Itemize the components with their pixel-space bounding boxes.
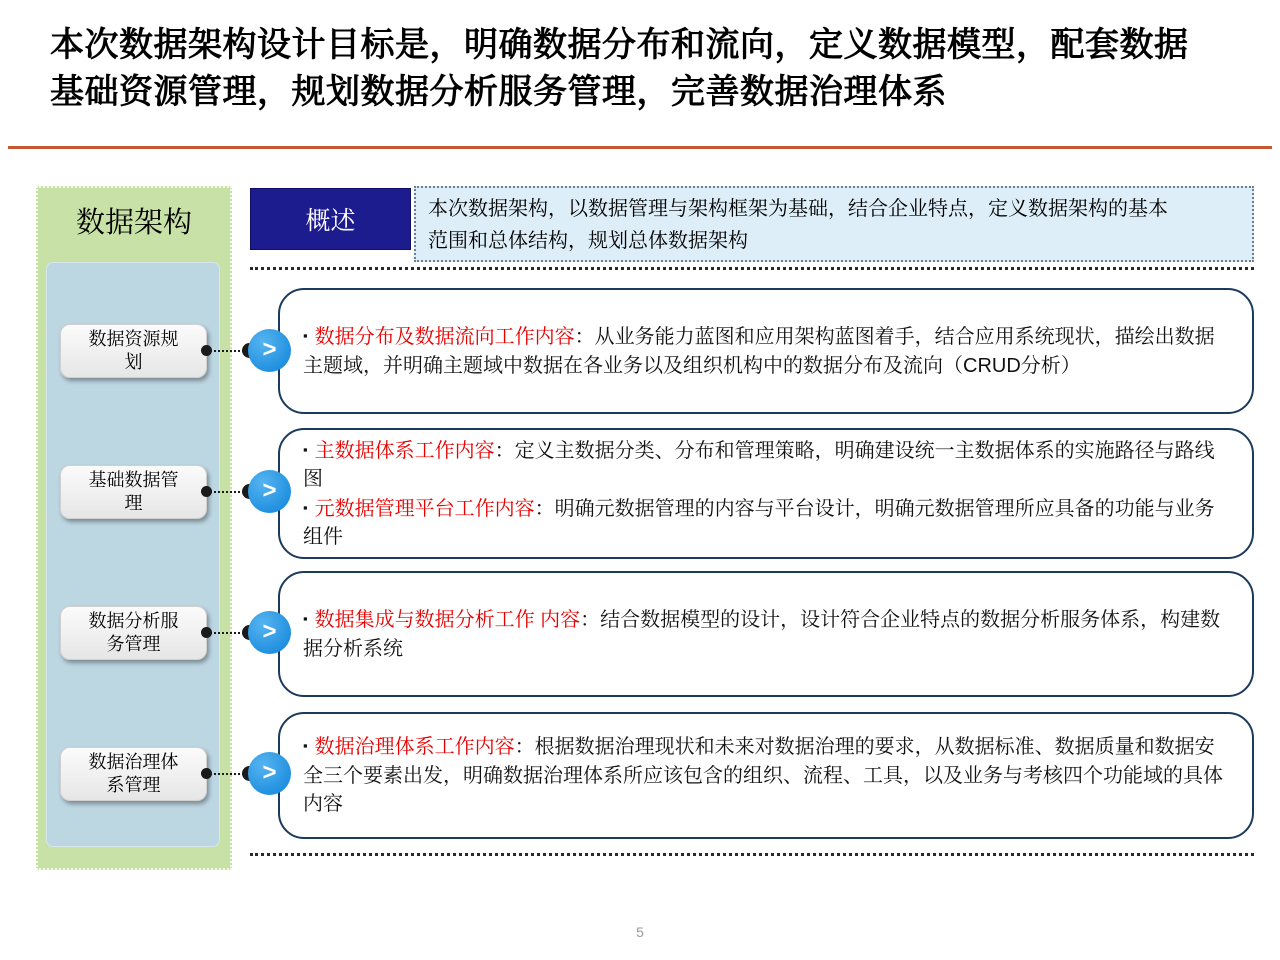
connector-dot <box>201 345 212 356</box>
chevron-glyph: > <box>262 335 277 363</box>
page-title-line2: 基础资源管理，规划数据分析服务管理，完善数据治理体系 <box>50 73 947 111</box>
bullet-icon: ▪ <box>303 499 308 515</box>
overview-header-label: 概述 <box>305 207 356 235</box>
bullet-paragraph <box>303 605 1226 663</box>
dotted-separator-top <box>250 267 1254 270</box>
bullet-text: ：结合数据模型的设计，设计符合企业特点的数据分析服务体系，构建数据分析系统 <box>303 609 1221 660</box>
sidebar-item-data-resource-planning <box>60 324 207 378</box>
sidebar-item-label: 数据分析服务管理 <box>88 611 179 654</box>
bullet-text: ：定义主数据分类、分布和管理策略，明确建设统一主数据体系的实施路径与路线图 <box>303 439 1215 490</box>
sidebar-item-basic-data-management <box>60 465 207 519</box>
chevron-glyph: > <box>262 617 277 645</box>
page-title-line1: 本次数据架构设计目标是，明确数据分布和流向，定义数据模型，配套数据 <box>50 26 1189 64</box>
connector-dot <box>201 486 212 497</box>
bullet-highlight: 数据治理体系工作内容 <box>314 736 515 759</box>
sidebar-item-label: 数据资源规划 <box>88 329 179 372</box>
bullet-icon: ▪ <box>303 441 308 457</box>
bullet-highlight: 主数据体系工作内容 <box>314 439 495 462</box>
content-box-data-distribution <box>278 288 1254 414</box>
bullet-icon: ▪ <box>303 738 308 754</box>
chevron-right-icon <box>248 329 291 372</box>
chevron-right-icon <box>248 611 291 654</box>
overview-textbox <box>414 186 1254 262</box>
chevron-glyph: > <box>262 476 277 504</box>
bullet-highlight: 数据集成与数据分析工作 内容 <box>314 609 581 631</box>
bullet-highlight: 数据分布及数据流向工作内容 <box>314 326 575 348</box>
bullet-paragraph <box>303 436 1226 494</box>
bullet-paragraph <box>303 732 1226 819</box>
bullet-icon: ▪ <box>303 328 308 343</box>
overview-header <box>250 188 411 250</box>
bullet-text: ：根据数据治理现状和未来对数据治理的要求，从数据标准、数据质量和数据安全三个要素出发，明确数据治理体系所应该包含的组织、流程、工具，以及业务与考核四个功能域的具体内容 <box>303 736 1223 816</box>
bullet-paragraph <box>303 322 1226 380</box>
overview-text: 本次数据架构，以数据管理与架构框架为基础，结合企业特点，定义数据架构的基本范围和总体结构，规划总体数据架构 <box>428 198 1168 252</box>
page-title <box>50 22 1240 116</box>
sidebar-item-data-analysis-service <box>60 606 207 660</box>
connector-dot <box>201 768 212 779</box>
chevron-glyph: > <box>262 758 277 786</box>
content-box-master-metadata <box>278 428 1254 559</box>
bullet-highlight: 元数据管理平台工作内容 <box>314 497 535 520</box>
connector-dot <box>201 627 212 638</box>
sidebar-item-label: 基础数据管理 <box>88 470 179 513</box>
page-number: 5 <box>636 924 644 940</box>
sidebar-item-data-governance <box>60 747 207 801</box>
sidebar-item-label: 数据治理体系管理 <box>88 752 179 795</box>
bullet-text: ：明确元数据管理的内容与平台设计，明确元数据管理所应具备的功能与业务组件 <box>303 497 1215 548</box>
chevron-right-icon <box>248 752 291 795</box>
bullet-icon: ▪ <box>303 611 308 626</box>
bullet-paragraph <box>303 494 1226 552</box>
title-divider <box>8 146 1272 149</box>
bullet-text: ：从业务能力蓝图和应用架构蓝图着手，结合应用系统现状，描绘出数据主题域，并明确主题域中数据在各业务以及组织机构中的数据分布及流向（CRUD分析） <box>303 326 1215 377</box>
chevron-right-icon <box>248 470 291 513</box>
content-box-data-governance <box>278 712 1254 839</box>
dotted-separator-bottom <box>250 853 1254 856</box>
content-box-data-integration-analysis <box>278 571 1254 697</box>
sidebar-title: 数据架构 <box>75 207 192 239</box>
